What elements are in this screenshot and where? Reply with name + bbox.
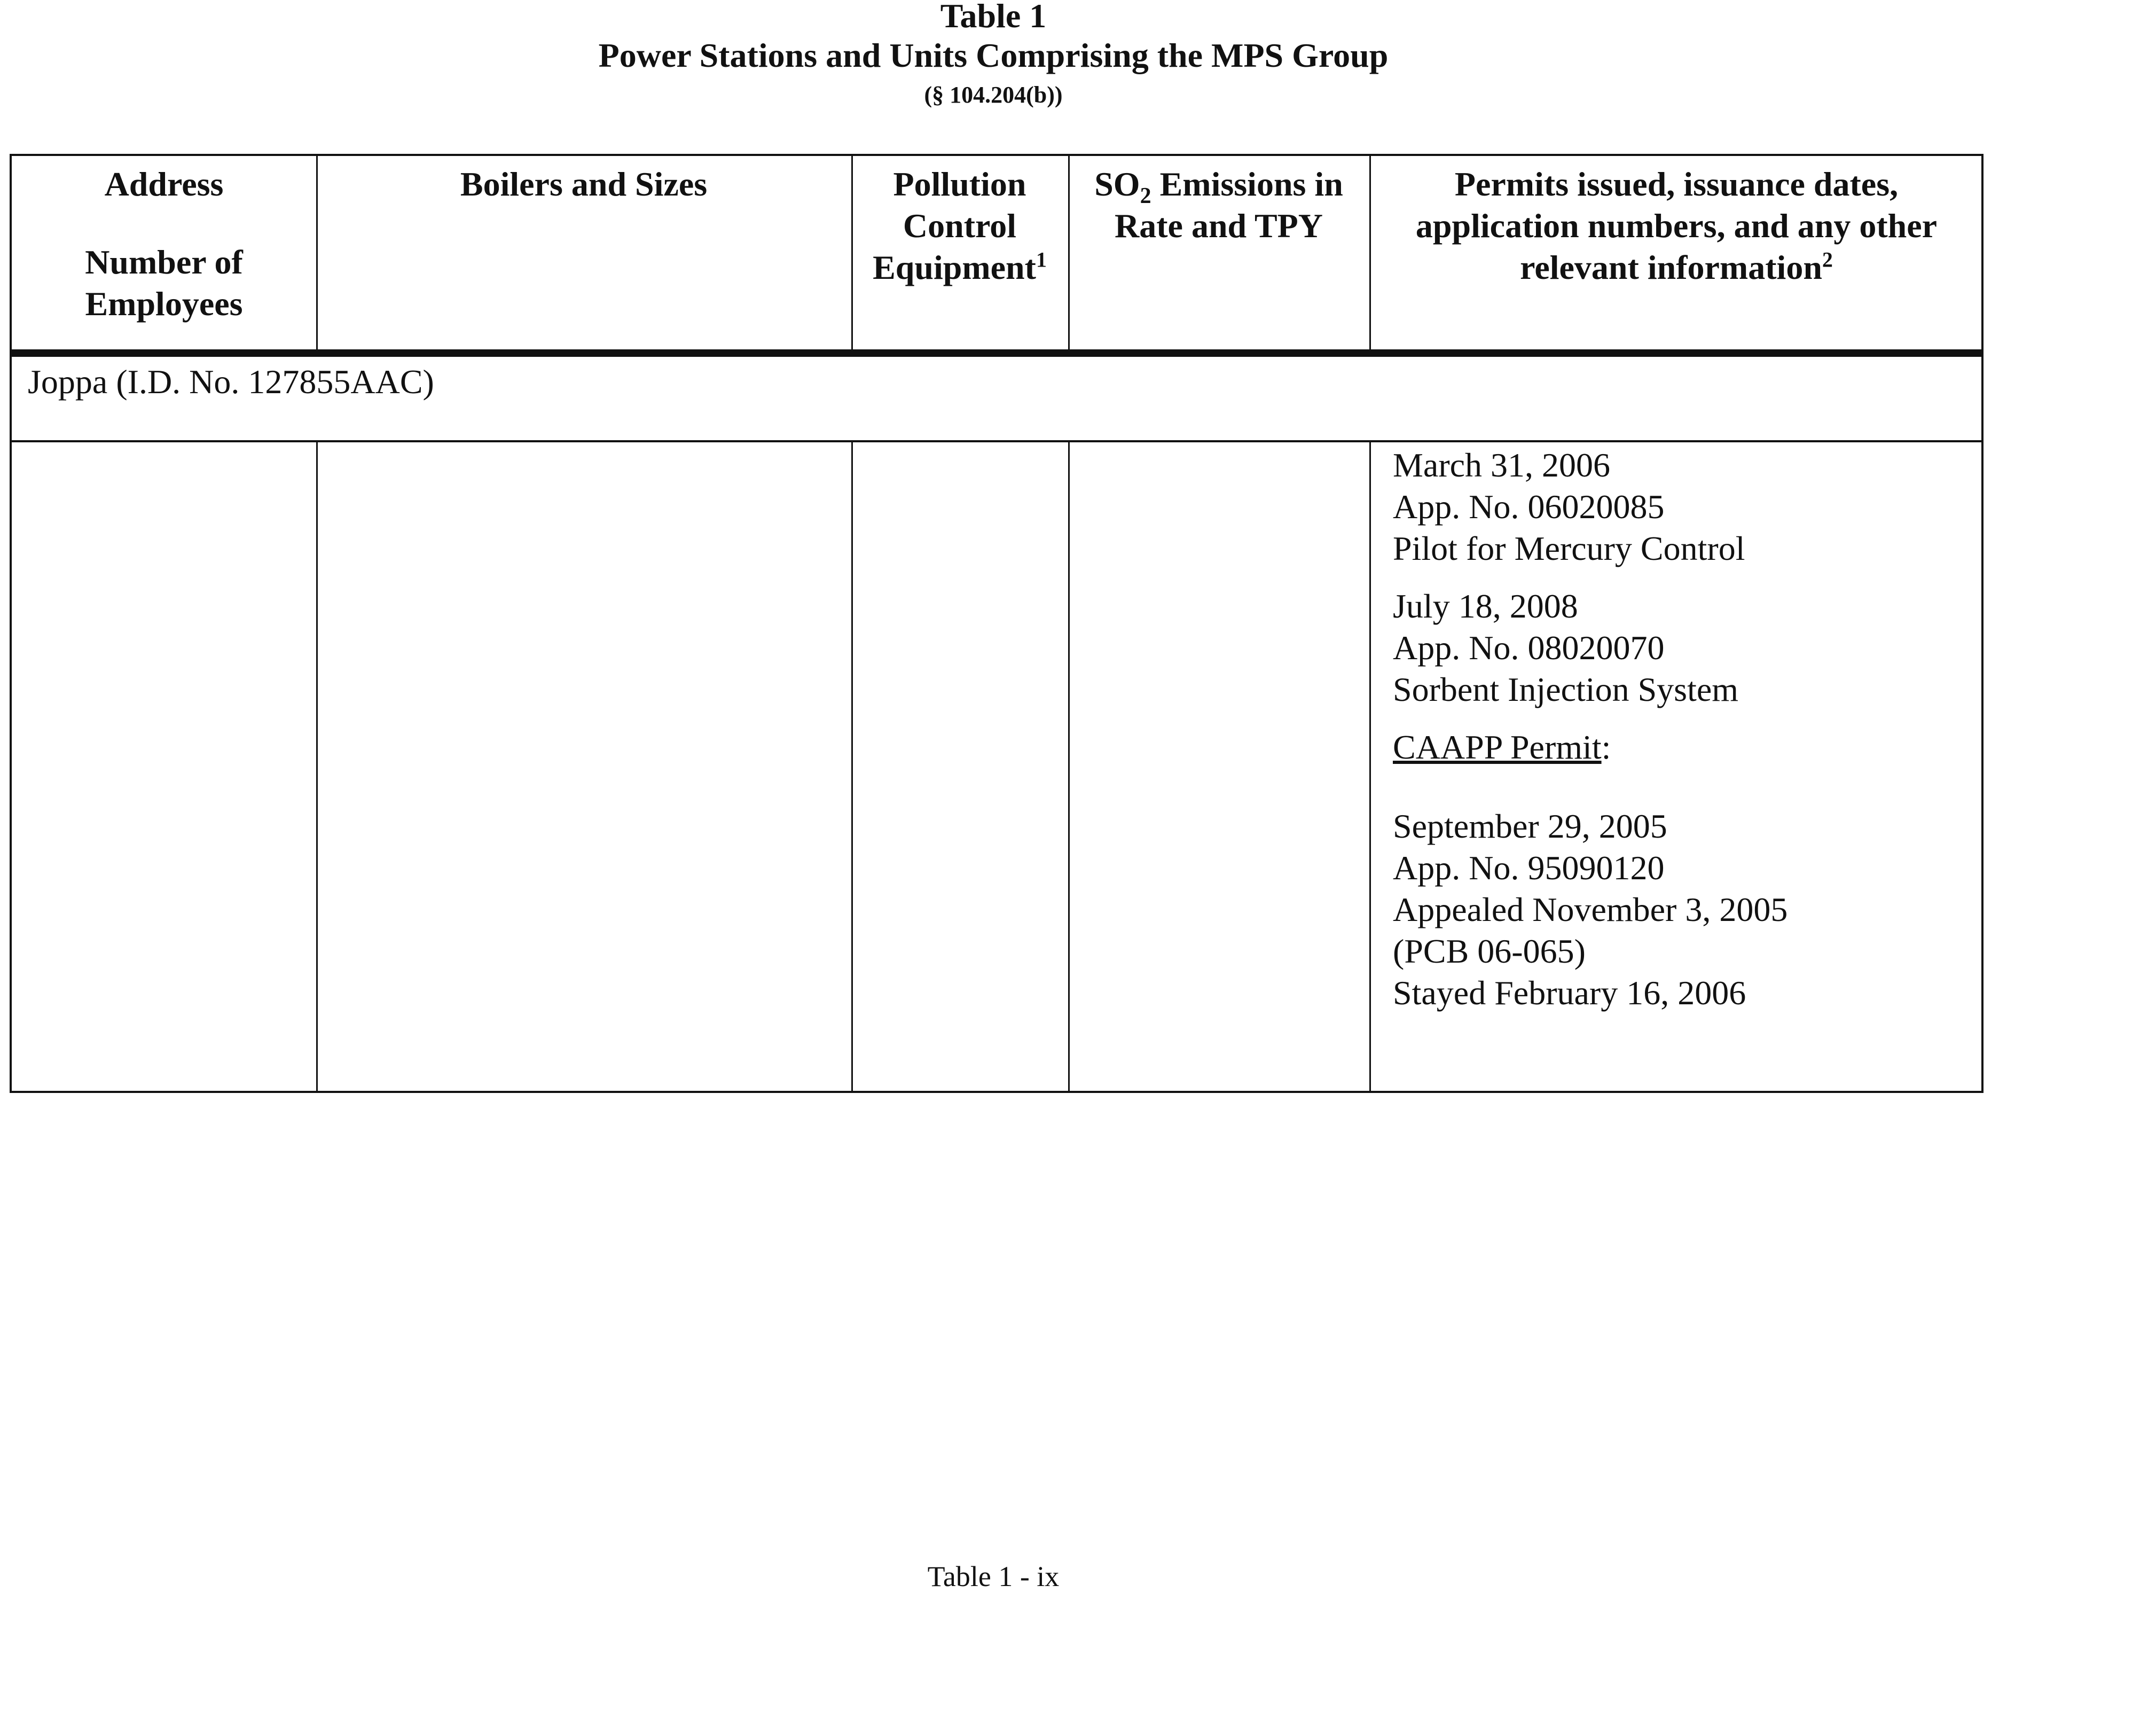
header-boilers: Boilers and Sizes — [460, 165, 708, 203]
station-group-row — [10, 357, 1983, 442]
page-footer: Table 1 - ix — [927, 1560, 1060, 1592]
permits-table — [10, 154, 1983, 1093]
footnote-marker: 2 — [1822, 247, 1833, 272]
permit-entry: September 29, 2005 App. No. 95090120 Appealed November 3, 2005 (PCB 06-065) Stayed February 16, 2006 — [1393, 807, 1788, 1012]
column-divider — [1068, 442, 1070, 1091]
table-title: Power Stations and Units Comprising the MPS Group — [598, 36, 1389, 74]
column-divider — [851, 442, 853, 1091]
table-row — [10, 442, 1983, 1093]
header-permits: Permits issued, issuance dates, application numbers, and any other relevant information$^2$ — [1415, 165, 1938, 286]
caapp-permit-heading: CAAPP Permit: — [1393, 728, 1611, 766]
footnote-marker: 1 — [1036, 247, 1047, 272]
column-divider — [1369, 442, 1371, 1091]
table-header-row — [10, 154, 1983, 357]
station-label: Joppa (I.D. No. 127855AAC) — [28, 363, 434, 401]
table-subtitle: (§ 104.204(b)) — [924, 82, 1063, 108]
header-address: Address Number of Employees — [85, 165, 243, 323]
table-number: Table 1 — [940, 0, 1047, 35]
permit-entry: March 31, 2006 App. No. 06020085 Pilot for Mercury Control — [1393, 446, 1745, 567]
permits-cell — [1393, 444, 1787, 1014]
header-so2-emissions: $SO_2$ Emissions in Rate and TPY — [1094, 165, 1343, 245]
column-divider — [316, 442, 318, 1091]
permit-entry: July 18, 2008 App. No. 08020070 Sorbent Injection System — [1393, 587, 1739, 708]
header-pollution-control: Pollution Control Equipment$^1$ — [873, 165, 1047, 286]
